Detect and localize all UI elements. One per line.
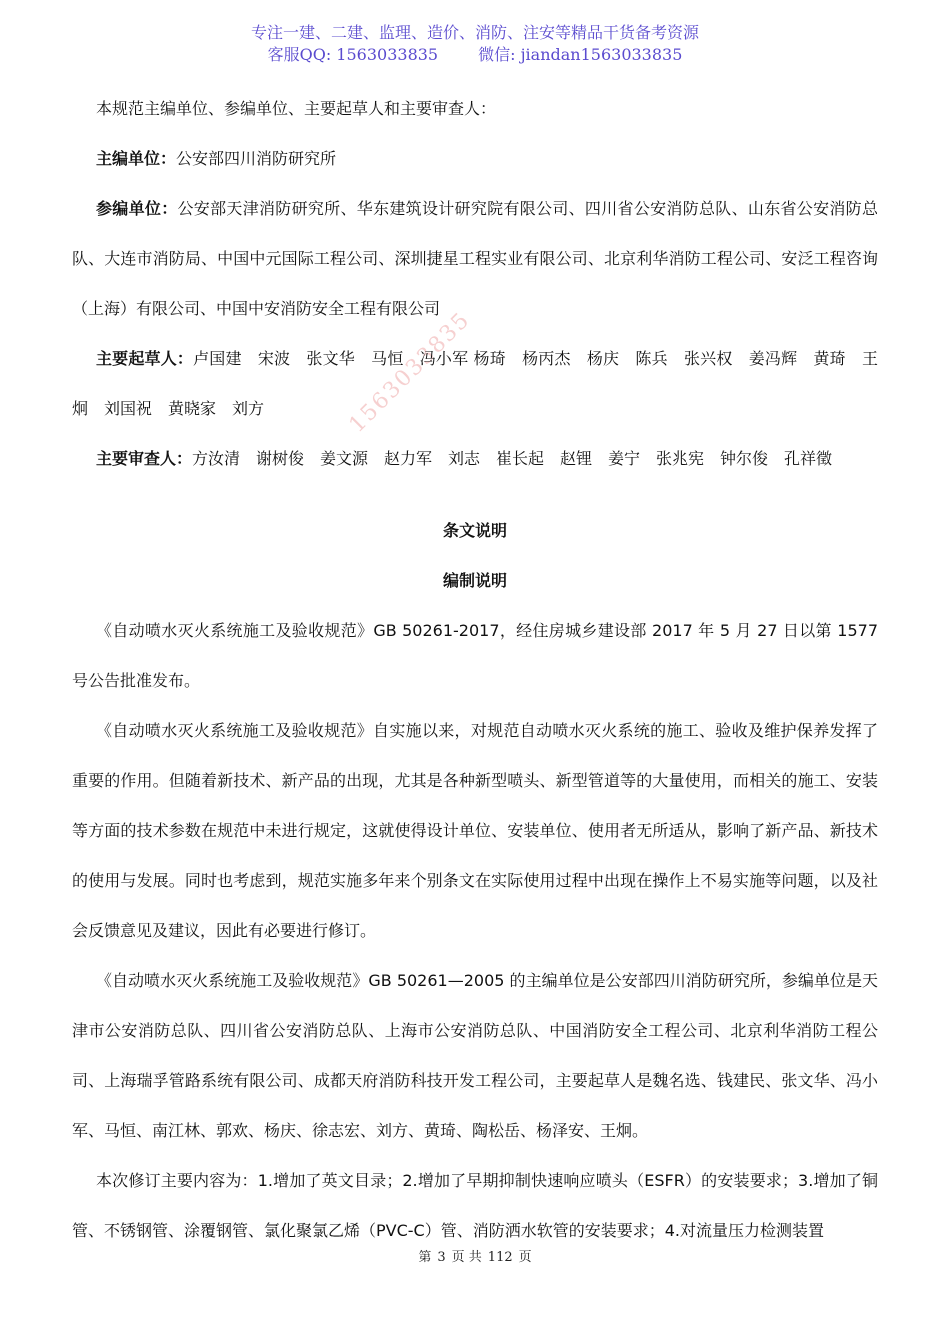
footer-suffix: 页 <box>518 1250 532 1265</box>
drafters-label: 主要起草人： <box>96 349 194 368</box>
reviewers-value: 方汝清 谢树俊 姜文源 赵力军 刘志 崔长起 赵锂 姜宁 张兆宪 钟尔俊 孔祥徵 <box>192 449 833 468</box>
drafters-value: 卢国建 宋波 张文华 马恒 冯小军 杨琦 杨丙杰 杨庆 陈兵 张兴权 姜冯辉 黄琦 王炯 刘国祝 黄晓家 刘方 <box>72 349 878 418</box>
footer-total: 112 <box>487 1250 513 1265</box>
co-editors-label: 参编单位： <box>96 199 178 218</box>
paragraph-1: 《自动喷水灭火系统施工及验收规范》GB 50261-2017，经住房城乡建设部 2017 年 5 月 27 日以第 1577 号公告批准发布。 <box>72 621 878 690</box>
document-body <box>72 84 878 1256</box>
header-slogan: 专注一建、二建、监理、造价、消防、注安等精品干货备考资源 <box>250 23 699 42</box>
intro-line: 本规范主编单位、参编单位、主要起草人和主要审查人： <box>96 99 497 118</box>
chief-editor-line <box>72 134 878 184</box>
paragraph-2: 《自动喷水灭火系统施工及验收规范》自实施以来，对规范自动喷水灭火系统的施工、验收及维护保养发挥了重要的作用。但随着新技术、新产品的出现，尤其是各种新型喷头、新型管道等的大量使用，而相关的施工、安装等方面的技术参数在规范中未进行规定，这就使得设计单位、安装单位、使用者无所适从，影响了新产品、新技术的使用与发展。同时也考虑到，规范实施多年来个别条文在实际使用过程中出现在操作上不易实施等问题，以及社会反馈意见及建议，因此有必要进行修订。 <box>72 721 878 940</box>
header-qq: 客服QQ: 1563033835 <box>267 45 439 64</box>
drafters-line <box>72 334 878 434</box>
subsection-title: 编制说明 <box>442 571 507 590</box>
chief-editor-value: 公安部四川消防研究所 <box>176 149 337 168</box>
section-title: 条文说明 <box>442 521 507 540</box>
co-editors-value: 公安部天津消防研究所、华东建筑设计研究院有限公司、四川省公安消防总队、山东省公安消防总队、大连市消防局、中国中元国际工程公司、深圳捷星工程实业有限公司、北京利华消防工程公司、安泛工程咨询（上海）有限公司、中国中安消防安全工程有限公司 <box>72 199 878 318</box>
page-header <box>0 22 950 66</box>
header-wechat: 微信: jiandan1563033835 <box>478 45 683 64</box>
header-contact <box>0 44 950 66</box>
footer-page: 3 <box>437 1250 446 1265</box>
watermark: 1563033835 <box>344 307 476 438</box>
reviewers-label: 主要审查人： <box>96 449 193 468</box>
reviewers-line <box>72 434 878 484</box>
page-footer <box>0 1246 950 1265</box>
paragraph-4: 本次修订主要内容为：1.增加了英文目录；2.增加了早期抑制快速响应喷头（ESFR）的安装要求；3.增加了铜管、不锈钢管、涂覆钢管、氯化聚氯乙烯（PVC-C）管、消防洒水软管的安装要求；4.对流量压力检测装置 <box>72 1171 878 1240</box>
paragraph-3: 《自动喷水灭火系统施工及验收规范》GB 50261—2005 的主编单位是公安部四川消防研究所，参编单位是天津市公安消防总队、四川省公安消防总队、上海市公安消防总队、中国消防安全工程公司、北京利华消防工程公司、上海瑞孚管路系统有限公司、成都天府消防科技开发工程公司，主要起草人是魏名选、钱建民、张文华、冯小军、马恒、南江林、郭欢、杨庆、徐志宏、刘方、黄琦、陶松岳、杨泽安、王炯。 <box>72 971 878 1140</box>
footer-mid: 页 共 <box>451 1250 482 1265</box>
co-editors-line <box>72 184 878 334</box>
footer-prefix: 第 <box>418 1250 432 1265</box>
chief-editor-label: 主编单位： <box>96 149 177 168</box>
